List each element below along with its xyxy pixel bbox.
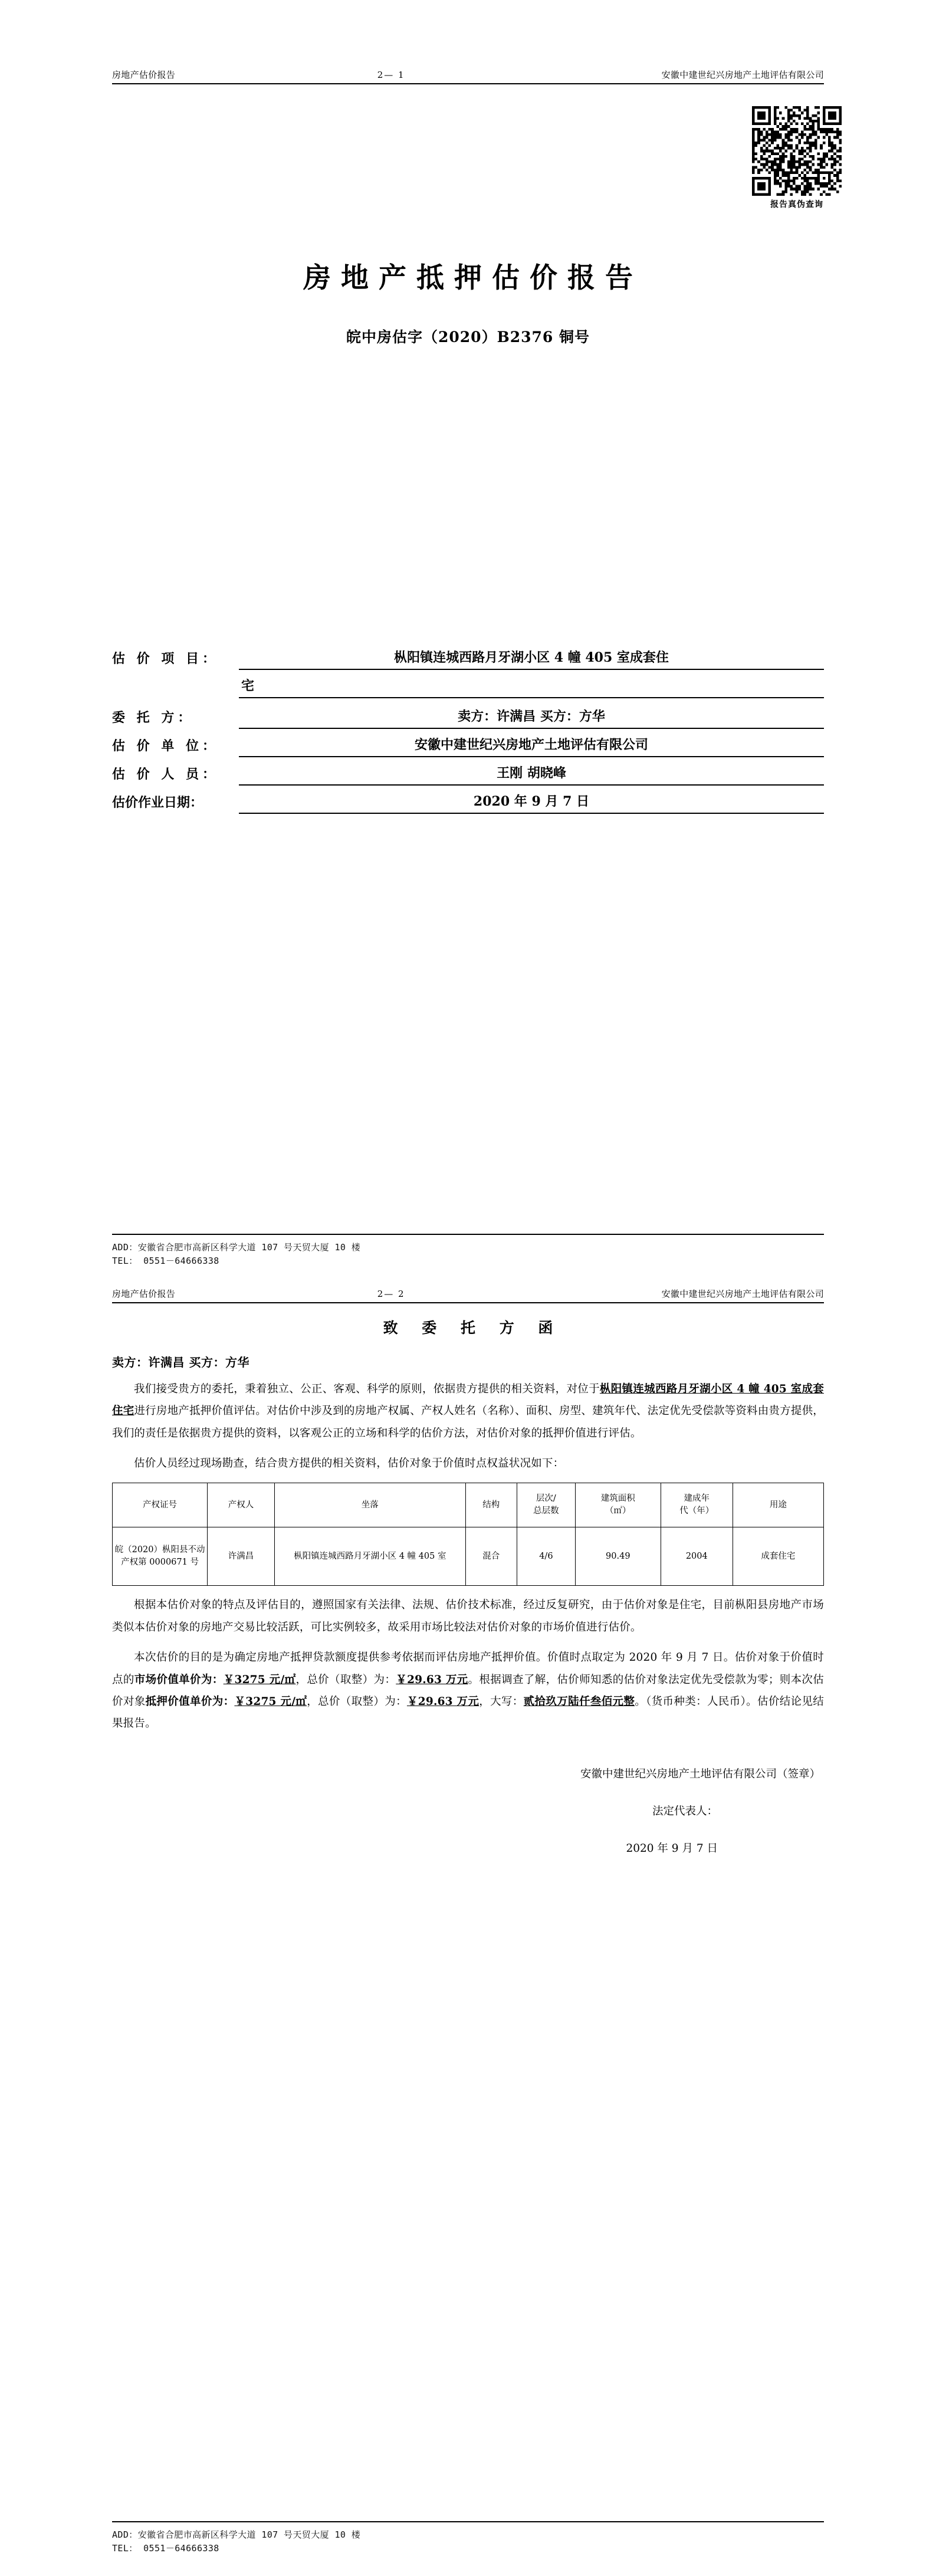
letter-paragraph-1 <box>112 1378 824 1444</box>
page-footer-2 <box>112 2521 824 2556</box>
col-header-area-line1: 建筑面积 <box>600 1494 635 1504</box>
field-value-work-date[interactable]: 2020 年 9 月 7 日 <box>239 791 824 814</box>
col-header-location: 坐落 <box>274 1483 465 1527</box>
cell-area: 90.49 <box>575 1527 661 1586</box>
cell-location: 枞阳镇连城西路月牙湖小区 4 幢 405 室 <box>274 1527 465 1586</box>
para4-mortgage-unit-price: ￥3275 元/㎡ <box>234 1695 307 1708</box>
cell-owner: 许满昌 <box>208 1527 275 1586</box>
col-header-year <box>661 1483 733 1527</box>
cell-year: 2004 <box>661 1527 733 1586</box>
page-letter <box>0 1289 936 2576</box>
field-row-appraisers <box>112 763 824 786</box>
field-row-work-date <box>112 791 824 814</box>
header-page-number: 2 <box>398 1289 405 1299</box>
para4-market-price-label: 市场价值单价为： <box>134 1673 224 1686</box>
para1-text-b: 进行房地产抵押价值评估。对估价中涉及到的房地产权属、产权人姓名（名称）、面积、房型、建筑年代、法定优先受偿款等资料由贵方提供，我们的责任是依据贵方提供的资料，以客观公正的立场和科学的估价方法，对估价对象的抵押价值进行评估。 <box>112 1405 825 1440</box>
col-header-structure: 结构 <box>465 1483 517 1527</box>
header-left-title: 房地产估价报告 <box>112 1289 176 1299</box>
field-continuation-spacer <box>112 676 239 698</box>
report-number: 皖中房估字（2020）B2376 铜号 <box>346 328 590 346</box>
letter-paragraph-2: 估价人员经过现场勘查，结合贵方提供的相关资料，估价对象于价值时点权益状况如下： <box>134 1457 564 1470</box>
cell-floor: 4/6 <box>517 1527 575 1586</box>
field-value-client[interactable]: 卖方：许满昌 买方：方华 <box>239 707 824 729</box>
para4-mortgage-total-price: ￥29.63 万元 <box>406 1695 480 1708</box>
field-label-work-date: 估价作业日期： <box>112 794 203 810</box>
field-label-project: 估 价 项 目： <box>112 650 219 666</box>
page-footer-1 <box>112 1234 824 1269</box>
field-row-project-continuation <box>112 676 824 698</box>
qr-code-icon[interactable] <box>752 106 842 196</box>
col-header-use: 用途 <box>733 1483 823 1527</box>
letter-paragraph-3: 根据本估价对象的特点及评估目的，遵照国家有关法律、法规、估价技术标准，经过反复研究，由于估价对象是住宅，目前枞阳县房地产市场类似本估价对象的房地产交易比较活跃，可比实例较多，故采用市场比较法对估价对象的市场价值进行估价。 <box>112 1599 824 1634</box>
running-header-page2 <box>112 1289 824 1303</box>
col-header-year-line1: 建成年 <box>684 1494 710 1504</box>
letter-addressee: 卖方：许满昌 买方：方华 <box>112 1355 249 1369</box>
para4-text-e: ，大写： <box>479 1695 524 1708</box>
header-page-prefix: 2— <box>377 70 395 80</box>
signature-company: 安徽中建世纪兴房地产土地评估有限公司（签章） <box>580 1767 820 1780</box>
header-company-name: 安徽中建世纪兴房地产土地评估有限公司 <box>661 1289 824 1299</box>
property-info-table <box>112 1483 824 1586</box>
letter-paragraph-4 <box>112 1647 824 1734</box>
col-header-owner: 产权人 <box>208 1483 275 1527</box>
col-header-area-line2: （㎡） <box>605 1506 631 1516</box>
para4-mortgage-price-label: 抵押价值单价为： <box>145 1695 235 1708</box>
header-page-number: 1 <box>398 70 405 80</box>
header-left-title: 房地产估价报告 <box>112 70 176 80</box>
field-label-appraisal-unit: 估 价 单 位： <box>112 738 219 754</box>
para4-market-unit-price: ￥3275 元/㎡ <box>223 1673 296 1686</box>
field-label-appraisers: 估 价 人 员： <box>112 766 219 782</box>
running-header-page1 <box>112 70 824 84</box>
field-row-appraisal-unit <box>112 735 824 757</box>
table-row <box>113 1527 824 1586</box>
col-header-floor-line2: 总层数 <box>533 1506 559 1516</box>
para4-amount-in-words: 贰拾玖万陆仟叁佰元整 <box>523 1695 635 1708</box>
field-row-project <box>112 648 824 670</box>
col-header-area <box>575 1483 661 1527</box>
field-value-appraisal-unit[interactable]: 安徽中建世纪兴房地产土地评估有限公司 <box>239 735 824 757</box>
col-header-year-line2: 代（年） <box>679 1506 714 1516</box>
para4-text-c: 。根据调查了解，估价师知悉的估价对象法定优先受偿款为零；则本次估价对象 <box>112 1673 824 1708</box>
field-value-project-continued[interactable]: 宅 <box>239 676 824 698</box>
para4-market-total-price: ￥29.63 万元 <box>396 1673 468 1686</box>
field-label-client: 委 托 方： <box>112 709 195 725</box>
letter-title: 致 委 托 方 函 <box>383 1319 563 1336</box>
signature-block <box>112 1763 824 1859</box>
signature-date: 2020 年 9 月 7 日 <box>626 1842 718 1855</box>
footer-telephone: TEL： 0551－64666338 <box>112 2542 219 2554</box>
cell-use: 成套住宅 <box>733 1527 823 1586</box>
table-header-row <box>113 1483 824 1527</box>
para4-text-a: 本次估价的目的是为确定房地产抵押贷款额度提供参考依据而评估房地产抵押价值。价值时点取定为 2020 年 9 月 7 日。估价对象于价值时点的 <box>112 1651 824 1686</box>
header-company-name: 安徽中建世纪兴房地产土地评估有限公司 <box>661 70 824 80</box>
para4-text-f: 。（货币种类：人民币）。估价结论见结果报告。 <box>112 1695 824 1730</box>
header-page-indicator <box>175 1289 661 1299</box>
para4-text-b: ，总价（取整）为： <box>295 1673 396 1686</box>
field-value-project[interactable]: 枞阳镇连城西路月牙湖小区 4 幢 405 室成套住 <box>239 648 824 670</box>
qr-verification-block[interactable] <box>746 106 848 210</box>
cell-structure: 混合 <box>465 1527 517 1586</box>
field-row-client <box>112 707 824 729</box>
footer-address: ADD：安徽省合肥市高新区科学大道 107 号天贸大厦 10 楼 <box>112 1241 361 1253</box>
header-page-indicator <box>175 70 661 80</box>
cell-cert: 皖（2020）枞阳县不动产权第 0000671 号 <box>113 1527 208 1586</box>
footer-address: ADD：安徽省合肥市高新区科学大道 107 号天贸大厦 10 楼 <box>112 2529 361 2540</box>
col-header-floor-line1: 层次/ <box>536 1494 556 1504</box>
field-value-appraisers[interactable]: 王刚 胡晓峰 <box>239 763 824 786</box>
footer-telephone: TEL： 0551－64666338 <box>112 1255 219 1266</box>
qr-caption: 报告真伪查询 <box>770 200 823 209</box>
para1-text-a: 我们接受贵方的委托，秉着独立、公正、客观、科学的原则，依据贵方提供的相关资料，对位于 <box>134 1383 600 1395</box>
col-header-cert: 产权证号 <box>113 1483 208 1527</box>
header-page-prefix: 2— <box>377 1289 395 1299</box>
signature-legal-representative: 法定代表人： <box>652 1805 718 1818</box>
para4-text-d: ，总价（取整）为： <box>307 1695 407 1708</box>
cover-field-list <box>112 648 824 814</box>
para1-subject-property: 枞阳镇连城西路月牙湖小区 4 幢 405 室成套住宅 <box>112 1383 824 1418</box>
page-title: 房地产抵押估价报告 <box>303 262 643 294</box>
col-header-floor <box>517 1483 575 1527</box>
